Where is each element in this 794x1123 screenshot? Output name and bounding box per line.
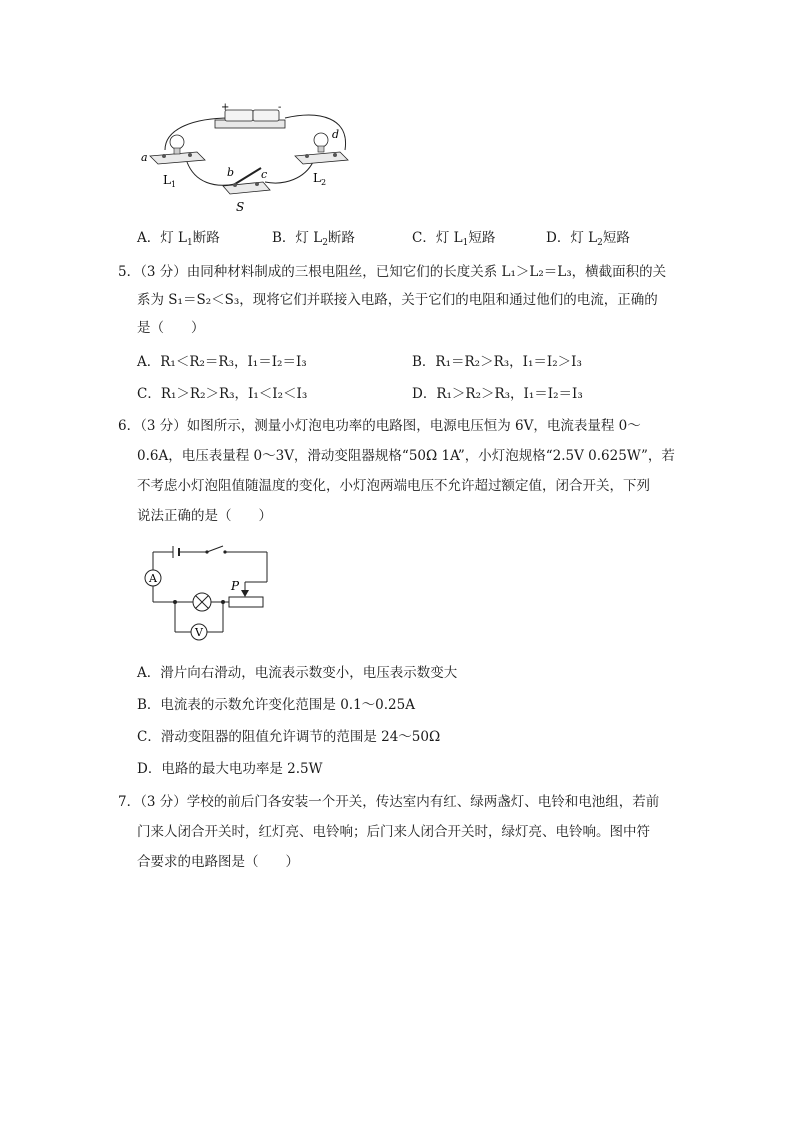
q6-option-d: D．电路的最大电功率是 2.5W — [137, 761, 323, 777]
q6-line-1: 6．（3 分）如图所示，测量小灯泡电功率的电路图，电源电压恒为 6V，电流表量程 0～ — [118, 418, 641, 434]
rheostat — [229, 597, 263, 607]
label-b: b — [227, 166, 235, 179]
q5-option-c: C．R₁＞R₂＞R₃，I₁＜I₂＜I₃ — [137, 386, 308, 402]
q6-line-4: 说法正确的是（ ） — [137, 508, 272, 524]
lamp-l1-bulb-icon — [170, 135, 184, 149]
q5-option-a: A．R₁＜R₂＝R₃，I₁＝I₂＝I₃ — [137, 354, 307, 370]
battery-cell-2 — [253, 110, 279, 121]
q6-option-c: C．滑动变阻器的阻值允许调节的范围是 24～50Ω — [137, 729, 441, 745]
q5-line-1: 5．（3 分）由同种材料制成的三根电阻丝，已知它们的长度关系 L₁＞L₂＝L₃，横截面积的关 — [118, 264, 667, 280]
slider-label-p: P — [231, 579, 240, 593]
q4-option-a: A．灯 $L_1$断路 — [137, 230, 220, 248]
q5-option-d: D．R₁＞R₂＞R₃，I₁＝I₂＝I₃ — [412, 386, 583, 402]
q6-option-a: A．滑片向右滑动，电流表示数变小，电压表示数变大 — [137, 665, 458, 681]
battery-plus: + — [221, 102, 230, 113]
slider-arrow-icon — [241, 590, 249, 597]
label-d: d — [332, 128, 340, 141]
label-l2: $L_2$ — [313, 171, 327, 187]
q6-option-b: B．电流表的示数允许变化范围是 0.1～0.25A — [137, 697, 415, 713]
battery-minus: - — [278, 102, 282, 113]
switch-lever — [235, 168, 261, 184]
lamp-l2-base — [295, 152, 348, 164]
q4-option-d: D．灯 $L_2$短路 — [546, 230, 630, 248]
q6-line-2: 0.6A，电压表量程 0～3V，滑动变阻器规格“50Ω 1A”，小灯泡规格“2.5V 0.625W”，若 — [137, 448, 675, 464]
q7-line-1: 7．（3 分）学校的前后门各安装一个开关，传达室内有红、绿两盏灯、电铃和电池组，若前 — [118, 794, 660, 810]
label-c: c — [261, 168, 268, 181]
circuit-schematic-q6 — [135, 540, 275, 648]
circuit-figure-1 — [135, 98, 365, 216]
lamp-l2-bulb-icon — [314, 133, 328, 147]
q4-option-c: C．灯 $L_1$短路 — [412, 230, 496, 248]
label-a: a — [141, 151, 148, 164]
q7-line-3: 合要求的电路图是（ ） — [137, 854, 299, 870]
ammeter-label: A — [149, 572, 157, 585]
q5-option-b: B．R₁＝R₂＞R₃，I₁＝I₂＞I₃ — [412, 354, 582, 370]
switch-base — [223, 182, 270, 194]
q5-line-2: 系为 S₁＝S₂＜S₃，现将它们并联接入电路，关于它们的电阻和通过他们的电流，正确的 — [137, 292, 658, 308]
label-s: S — [236, 200, 245, 214]
label-l1: $L_1$ — [163, 173, 177, 189]
q5-line-3: 是（ ） — [137, 320, 205, 336]
voltmeter-label: V — [195, 626, 203, 639]
q7-line-2: 门来人闭合开关时，红灯亮、电铃响；后门来人闭合开关时，绿灯亮、电铃响。图中符 — [137, 824, 650, 840]
q4-option-b: B．灯 $L_2$断路 — [272, 230, 355, 248]
q6-line-3: 不考虑小灯泡阻值随温度的变化，小灯泡两端电压不允许超过额定值，闭合开关，下列 — [137, 478, 650, 494]
